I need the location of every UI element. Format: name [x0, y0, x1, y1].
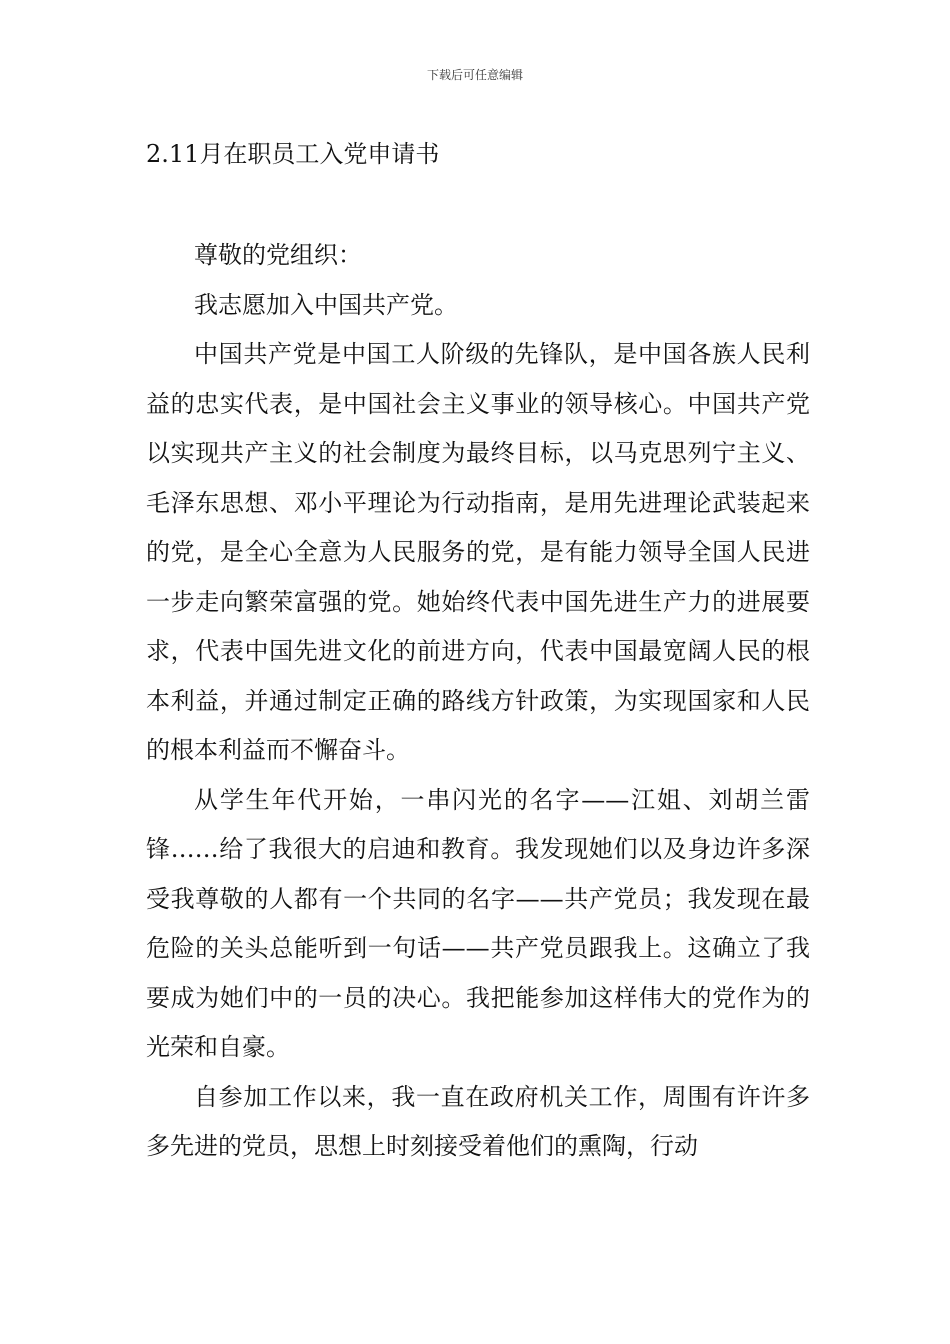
- paragraph: 从学生年代开始，一串闪光的名字——江姐、刘胡兰雷锋……给了我很大的启迪和教育。我发现她们以及身边许多深受我尊敬的人都有一个共同的名字——共产党员；我发现在最危险的关头总能听到一句话——共产党员跟我上。这确立了我要成为她们中的一员的决心。我把能参加这样伟大的党作为的光荣和自豪。: [146, 785, 810, 1061]
- paragraph: 中国共产党是中国工人阶级的先锋队，是中国各族人民利益的忠实代表，是中国社会主义事业的领导核心。中国共产党以实现共产主义的社会制度为最终目标，以马克思列宁主义、毛泽东思想、邓小平理论为行动指南，是用先进理论武装起来的党，是全心全意为人民服务的党，是有能力领导全国人民进一步走向繁荣富强的党。她始终代表中国先进生产力的进展要求，代表中国先进文化的前进方向，代表中国最宽阔人民的根本利益，并通过制定正确的路线方针政策，为实现国家和人民的根本利益而不懈奋斗。: [146, 340, 810, 764]
- salutation: 尊敬的党组织：: [194, 241, 362, 269]
- document-title: 2.11月在职员工入党申请书: [146, 140, 440, 168]
- paragraph: 我志愿加入中国共产党。: [194, 290, 458, 319]
- document-body: [146, 231, 810, 1172]
- header-note: 下载后可任意编辑: [426, 68, 523, 82]
- paragraph: 自参加工作以来，我一直在政府机关工作，周围有许许多多先进的党员，思想上时刻接受着他们的熏陶，行动: [146, 1082, 810, 1160]
